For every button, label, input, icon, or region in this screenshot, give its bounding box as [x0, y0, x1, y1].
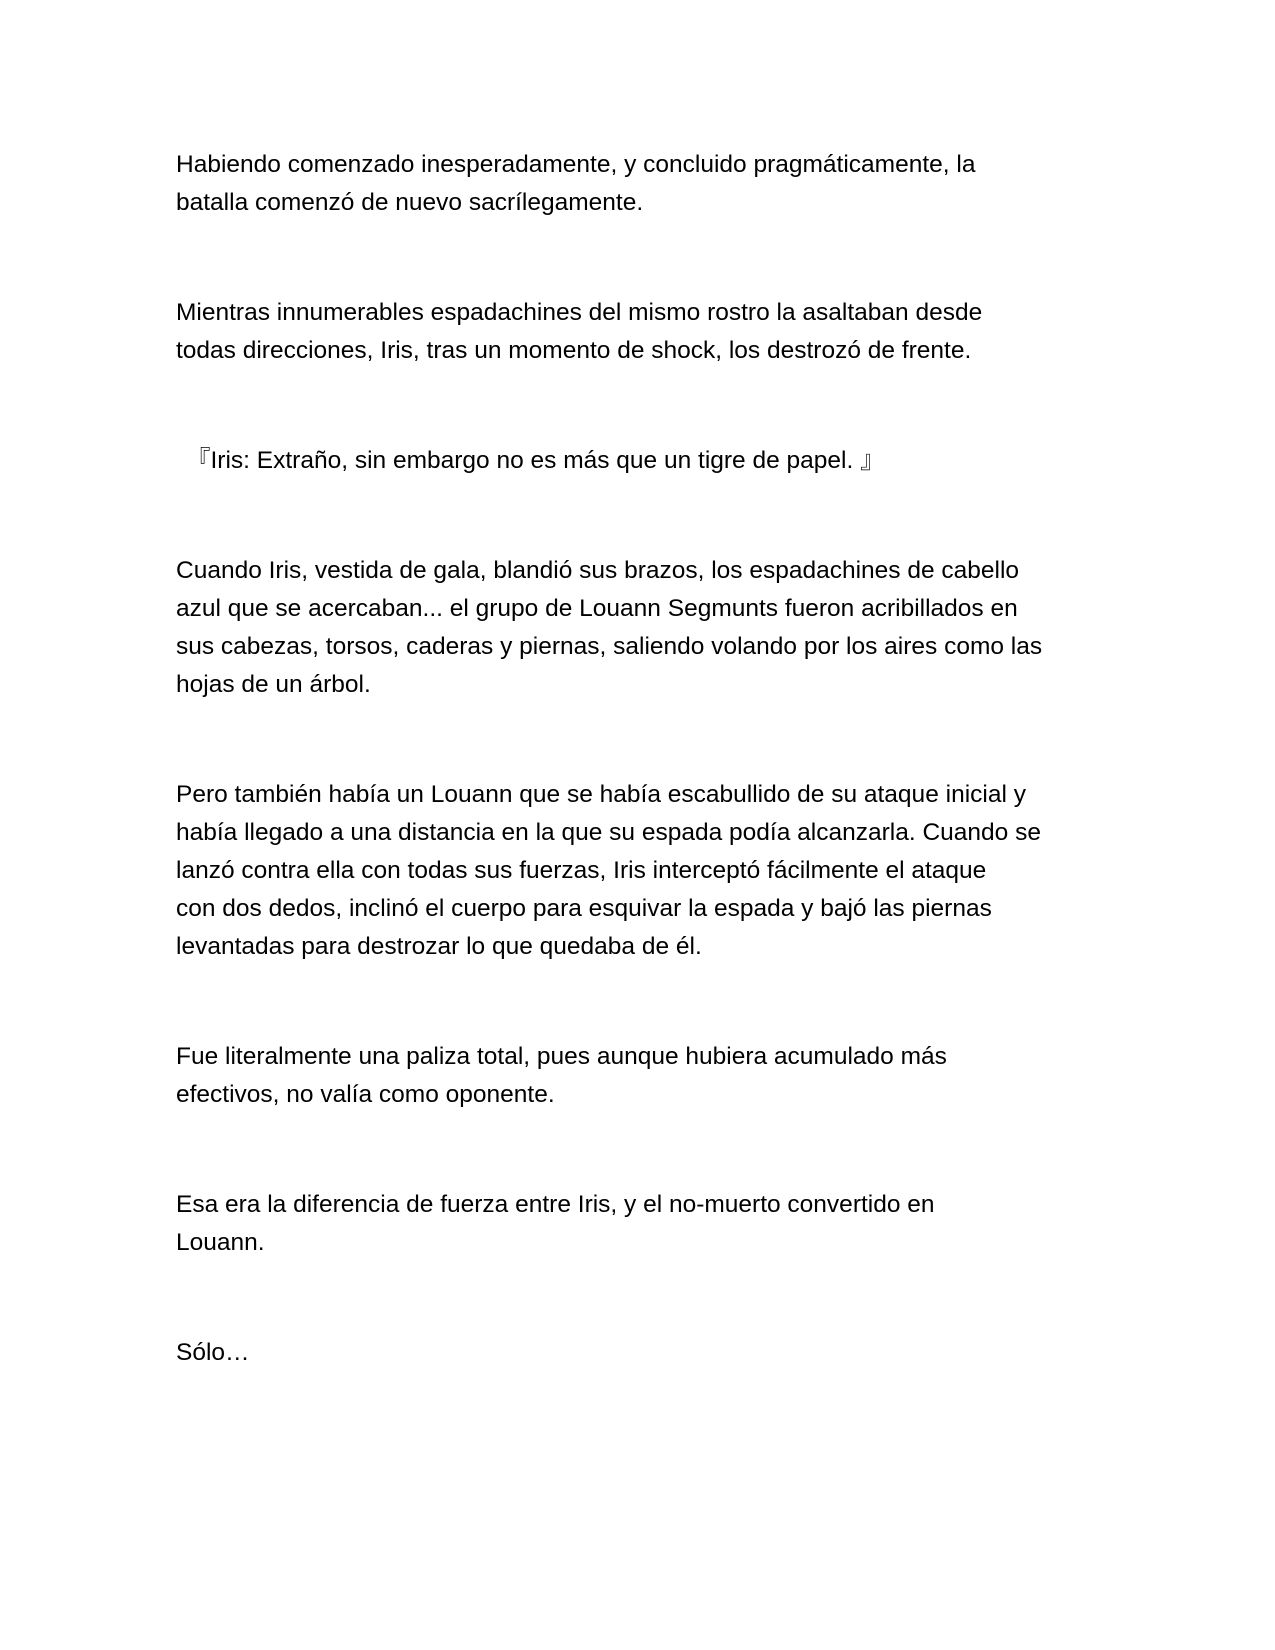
- paragraph-line: Esa era la diferencia de fuerza entre Iris, y el no-muerto convertido en: [176, 1191, 935, 1218]
- paragraph-4: [176, 776, 1106, 966]
- paragraph-line: hojas de un árbol.: [176, 671, 371, 698]
- paragraph-5: [176, 1038, 1106, 1114]
- paragraph-line: efectivos, no valía como oponente.: [176, 1081, 555, 1108]
- paragraph-1: [176, 146, 1106, 222]
- dialogue-line: 『Iris: Extraño, sin embargo no es más que un tigre de papel. 』: [186, 447, 885, 474]
- paragraph-3: [176, 552, 1106, 704]
- paragraph-line: azul que se acercaban... el grupo de Louann Segmunts fueron acribillados en: [176, 595, 1018, 622]
- paragraph-line: levantadas para destrozar lo que quedaba de él.: [176, 933, 702, 960]
- paragraph-line: batalla comenzó de nuevo sacrílegamente.: [176, 189, 644, 216]
- paragraph-line: con dos dedos, inclinó el cuerpo para esquivar la espada y bajó las piernas: [176, 895, 992, 922]
- paragraph-line: Habiendo comenzado inesperadamente, y concluido pragmáticamente, la: [176, 151, 976, 178]
- paragraph-line: Mientras innumerables espadachines del mismo rostro la asaltaban desde: [176, 299, 983, 326]
- paragraph-2: [176, 294, 1106, 370]
- paragraph-line: Louann.: [176, 1229, 265, 1256]
- document-body: [176, 146, 1106, 1444]
- paragraph-line: lanzó contra ella con todas sus fuerzas, Iris interceptó fácilmente el ataque: [176, 857, 987, 884]
- dialogue-quote: [176, 442, 1106, 480]
- paragraph-6: [176, 1186, 1106, 1262]
- paragraph-line: todas direcciones, Iris, tras un momento de shock, los destrozó de frente.: [176, 337, 972, 364]
- paragraph-line: sus cabezas, torsos, caderas y piernas, saliendo volando por los aires como las: [176, 633, 1043, 660]
- paragraph-line: había llegado a una distancia en la que su espada podía alcanzarla. Cuando se: [176, 819, 1041, 846]
- paragraph-line: Fue literalmente una paliza total, pues aunque hubiera acumulado más: [176, 1043, 947, 1070]
- paragraph-7: [176, 1334, 1106, 1372]
- paragraph-line: Pero también había un Louann que se había escabullido de su ataque inicial y: [176, 781, 1026, 808]
- paragraph-line: Cuando Iris, vestida de gala, blandió sus brazos, los espadachines de cabello: [176, 557, 1020, 584]
- paragraph-line: Sólo…: [176, 1339, 250, 1366]
